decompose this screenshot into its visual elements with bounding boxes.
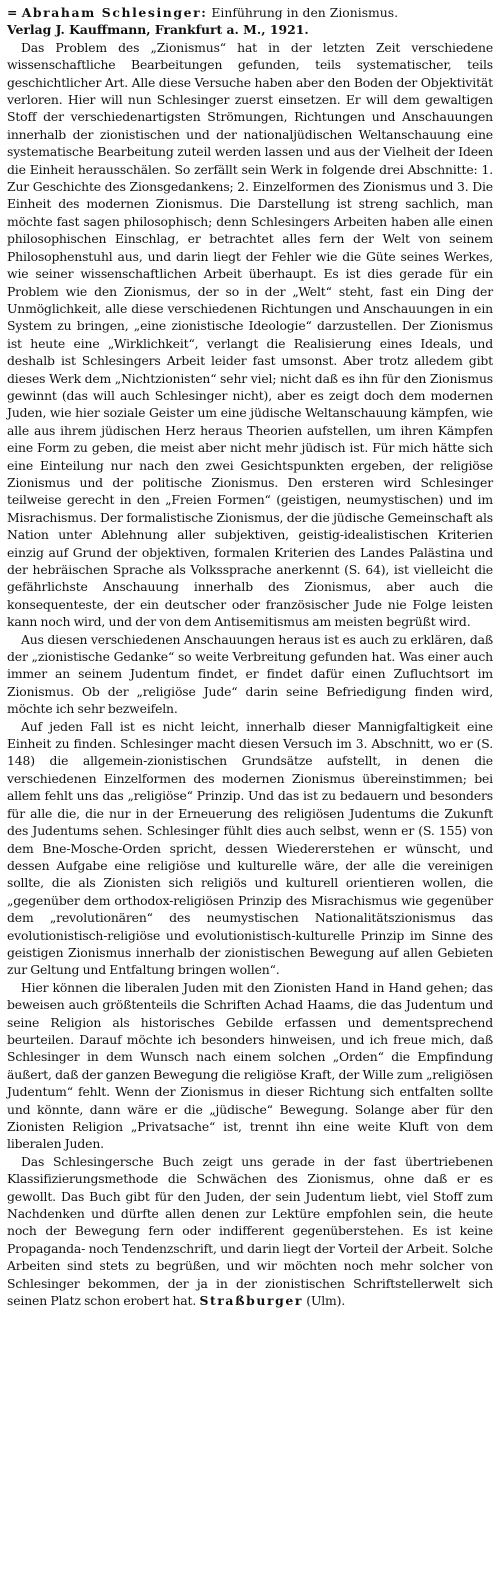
reviewer-signature: Straßburger	[199, 1293, 303, 1309]
review-paragraph-1: Das Problem des „Zionismus“ hat in der letzten Zeit verschiedene wissenschaftliche Bearbeitungen gefunden, teils systematischer, teils geschichtlicher Art. Alle diese Versuche haben aber den Boden der Objektivität verloren. Hier will nun Schlesinger zuerst einsetzen. Er will dem gewaltigen Stoff der verschiedenartigsten Strömungen, Richtungen und Anschauungen innerhalb der zionistischen und der nationaljüdischen Weltanschauung eine systematische Bearbeitung zuteil werden lassen und aus der Vielheit der Ideen die Einheit herausschälen. So zerfällt sein Werk in folgende drei Abschnitte: 1. Zur Geschichte des Zionsgedankens; 2. Einzelformen des Zionismus und 3. Die Einheit des modernen Zionismus. Die Darstellung ist streng sachlich, man möchte fast sagen philosophisch; denn Schlesingers Arbeiten haben alle einen philosophischen Einschlag, er betrachtet alles fern der Welt von seinem Philosophenstuhl aus, und darin liegt der Fehler wie die Güte seines Werkes, wie seiner wissenschaftlichen Arbeit überhaupt. Es ist dies gerade für ein Problem wie den Zionismus, der so in der „Welt“ steht, fast ein Ding der Unmöglichkeit, alle diese verschiedenen Richtungen und Anschauungen in ein System zu bringen, „eine zionistische Ideologie“ darzustellen. Der Zionismus ist heute eine „Wirklichkeit“, verlangt die Realisierung eines Ideals, und deshalb ist Schlesingers Arbeit leider fast umsonst. Aber trotz alledem gibt dieses Werk dem „Nichtzionisten“ sehr viel; nicht daß es ihn für den Zionismus gewinnt (das will auch Schlesinger nicht), aber es zeigt doch dem modernen Juden, wie hier soziale Geister um eine jüdische Weltanschauung kämpfen, wie alle aus ihrem jüdischen Herz heraus Theorien aufstellen, um ihren Kämpfen eine Form zu geben, die meist aber nicht mehr jüdisch ist. Für mich hätte sich eine Einteilung nur nach den zwei Gesichtspunkten ergeben, der religiöse Zionismus und der politische Zionismus. Den ersteren wird Schlesinger teilweise gerecht in den „Freien Formen“ (geistigen, neumystischen) und im Misrachismus. Der formalistische Zionismus, der die jüdische Gemeinschaft als Nation unter Ablehnung aller subjektiven, geistig-idealistischen Kriterien einzig auf Grund der objektiven, formalen Kriterien des Landes Palästina und der hebräischen Sprache als Volkssprache anerkennt (S. 64), ist vielleicht die gefährlichste Anschauung innerhalb des Zionismus, aber auch die konsequenteste, der ein deutscher oder französischer Jude nie Folge leisten kann noch wird, und der von dem Antisemitismus am meisten begrüßt wird.	[7, 39, 493, 630]
heading-prefix: =	[7, 5, 22, 20]
review-paragraph-2: Aus diesen verschiedenen Anschauungen heraus ist es auch zu erklären, daß der „zionistische Gedanke“ so weite Verbreitung gefunden hat. Was einer auch immer an seinem Judentum findet, er findet dafür einen Zufluchtsort im Zionismus. Ob der „religiöse Jude“ darin seine Befriedigung finden wird, möchte ich sehr bezweifeln.	[7, 631, 493, 717]
book-author: Abraham Schlesinger:	[21, 5, 208, 20]
book-title: Einführung in den Zionismus.	[207, 5, 399, 20]
review-heading	[7, 4, 493, 21]
book-imprint: Verlag J. Kauffmann, Frankfurt a. M., 1921.	[7, 22, 309, 38]
reviewer-place: (Ulm).	[302, 1293, 346, 1309]
review-paragraph-3: Auf jeden Fall ist es nicht leicht, innerhalb dieser Mannigfaltigkeit eine Einheit zu finden. Schlesinger macht diesen Versuch im 3. Abschnitt, wo er (S. 148) die allgemein-zionistischen Grundsätze aufstellt, in denen die verschiedenen Einzelformen des modernen Zionismus übereinstimmen; bei allem fehlt uns das „religiöse“ Prinzip. Und das ist zu bedauern und besonders für alle die, die nur in der Erneuerung des religiösen Judentums die Zukunft des Judentums sehen. Schlesinger fühlt dies auch selbst, wenn er (S. 155) von dem Bne-Mosche-Orden spricht, dessen Wiedererstehen er wünscht, und dessen Aufgabe eine religiöse und kulturelle wäre, der alle die vereinigen sollte, die als Zionisten sich religiös und kulturell orientieren wollen, die „gegenüber dem orthodox-religiösen Prinzip des Misrachismus wie gegenüber dem „revolutionären“ des neumystischen Nationalitätszionismus das evolutionistisch-religiöse und evolutionistisch-kulturelle Prinzip im Sinne des geistigen Zionismus innerhalb der zionistischen Bewegung auf allen Gebieten zur Geltung und Entfaltung bringen wollen“.	[7, 718, 493, 978]
review-paragraph-5	[7, 1153, 493, 1310]
review-paragraph-4: Hier können die liberalen Juden mit den Zionisten Hand in Hand gehen; das beweisen auch größtenteils die Schriften Achad Haams, die das Judentum und seine Religion als historisches Gebilde erfassen und dementsprechend beurteilen. Darauf möchte ich besonders hinweisen, und ich freue mich, daß Schlesinger in dem Wunsch nach einem solchen „Orden“ die Empfindung äußert, daß der ganzen Bewegung die religiöse Kraft, der Wille zum „religiösen Judentum“ fehlt. Wenn der Zionismus in dieser Richtung sich entfalten sollte und könnte, dann wäre er die „jüdische“ Bewegung. Solange aber für den Zionisten Religion „Privatsache“ ist, trennt ihn eine weite Kluft von dem liberalen Juden.	[7, 979, 493, 1152]
review-paragraph-5-text: Das Schlesingersche Buch zeigt uns gerade in der fast übertriebenen Klassifizierungsmethode die Schwächen des Zionismus, ohne daß er es gewollt. Das Buch gibt für den Juden, der sein Judentum liebt, viel Stoff zum Nachdenken und dürfte allen denen zur Lektüre empfohlen sein, die heute noch der Bewegung fern oder indifferent gegenüberstehen. Es ist keine Propaganda- noch Tendenzschrift, und darin liegt der Vorteil der Arbeit. Solche Arbeiten sind stets zu begrüßen, und wir möchten noch mehr solcher von Schlesinger bekommen, der ja in der zionistischen Schriftstellerwelt sich seinen Platz schon erobert hat.	[7, 1153, 493, 1309]
